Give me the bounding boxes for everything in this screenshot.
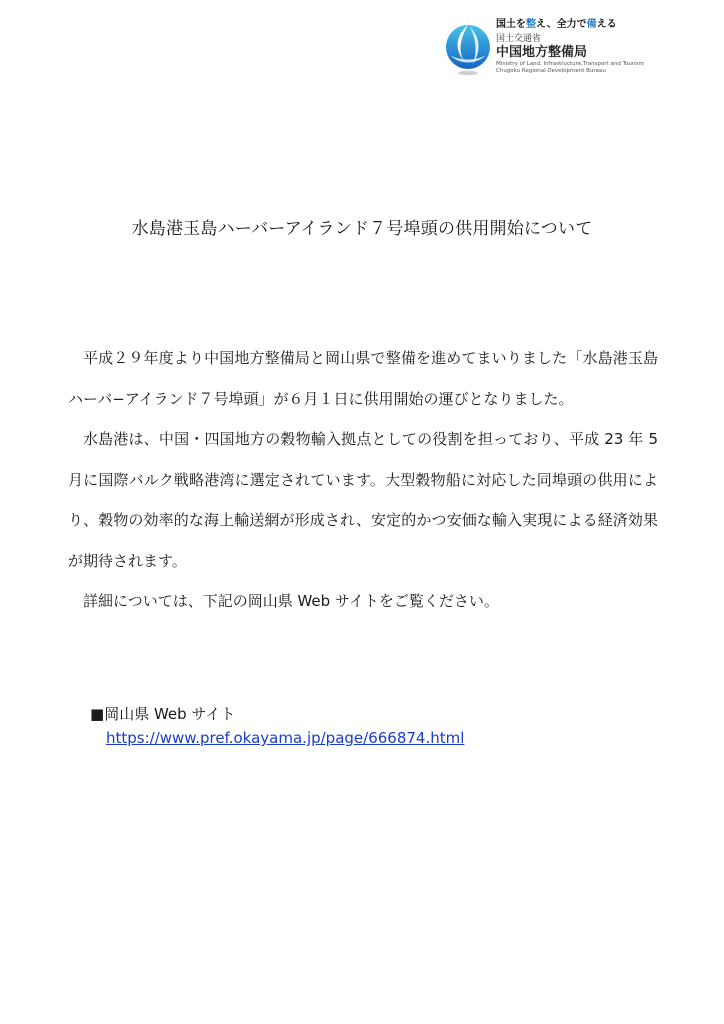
bullet-icon: ■ <box>90 705 105 723</box>
link-section <box>90 702 630 750</box>
slogan: 国土を整え、全力で備える <box>496 19 617 30</box>
bureau-name: 中国地方整備局 <box>496 45 588 60</box>
bureau-logo-icon <box>444 21 492 77</box>
link-section-label: 岡山県 Web サイト <box>104 705 236 723</box>
paragraph-reference: 詳細については、下記の岡山県 Web サイトをご覧ください。 <box>83 592 499 610</box>
bureau-english-name-line2: Chugoku Regional Development Bureau <box>496 68 606 74</box>
ministry-name: 国土交通省 <box>496 34 542 44</box>
okayama-web-link[interactable]: https://www.pref.okayama.jp/page/666874.html <box>106 729 465 747</box>
paragraph-details: 水島港は、中国・四国地方の穀物輸入拠点としての役割を担っており、平成 23 年 5 月に国際バルク戦略港湾に選定されています。大型穀物船に対応した同埠頭の供用により、穀物の効率的な海上輸送網が形成され、安定的かつ安価な輸入実現による経済効果が期待されます。 <box>68 430 658 570</box>
bureau-english-name-line1: Ministry of Land, Infrastructure,Transport and Tourism <box>496 61 644 67</box>
link-section-heading <box>90 702 630 726</box>
logo-text-block <box>496 18 684 75</box>
paragraph-intro: 平成２９年度より中国地方整備局と岡山県で整備を進めてまいりました「水島港玉島ハーバ−アイランド７号埠頭」が６月１日に供用開始の運びとなりました。 <box>68 349 658 408</box>
body-text <box>68 338 658 622</box>
header-logo <box>444 18 684 80</box>
page-title: 水島港玉島ハーバーアイランド７号埠頭の供用開始について <box>131 219 593 239</box>
